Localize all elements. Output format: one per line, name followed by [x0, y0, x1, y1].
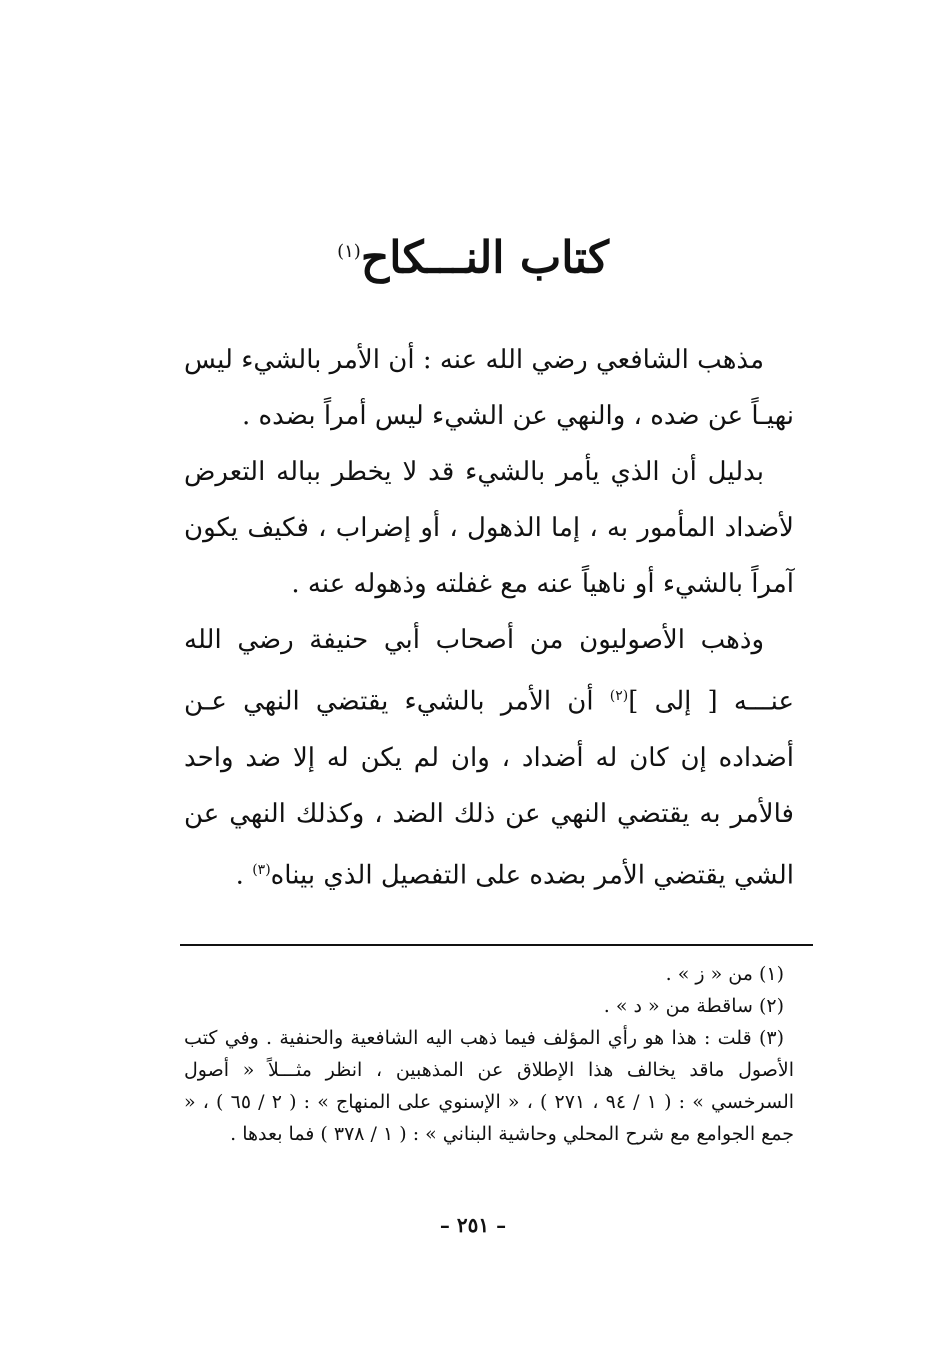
paragraph-3-part-1: وذهب الأصوليون من أصحاب أبي حنيفة رضي الله عنـــه [ إلى ]: [184, 625, 794, 717]
chapter-title: [0, 222, 946, 289]
paragraph-2: بدليل أن الذي يأمر بالشيء قد لا يخطر بباله التعرض لأضداد المأمور به ، إما الذهول ، أو إضراب ، فكيف يكون آمراً بالشيء أو ناهياً عنه مع غفلته وذهوله عنه .: [184, 457, 794, 599]
footnote-3: (٣) قلت : هذا هو رأي المؤلف فيما ذهب اليه الشافعية والحنفية . وفي كتب الأصول ماقد يخالف هذا الإطلاق عن المذهبين ، انظر مثـــلاً « أصول السرخسي » : ( ١ / ٩٤ ، ٢٧١ ) ، « الإسنوي على المنهاج » : ( ٢ / ٦٥ ) ، « جمع الجوامع مع شرح المحلي وحاشية البناني » : ( ١ / ٣٧٨ ) فما بعدها .: [184, 1027, 795, 1145]
footnote-2: (٢) ساقطة من « د » .: [603, 995, 784, 1017]
main-text: [184, 332, 794, 903]
page-number: – ٢٥١ –: [439, 1213, 507, 1237]
chapter-title-text: كتاب النـــكاح: [360, 232, 609, 284]
footnote-1: (١) من « ز » .: [665, 963, 784, 985]
footnote-divider: [180, 944, 813, 946]
title-footnote-ref: (١): [337, 241, 361, 262]
paragraph-1: مذهب الشافعي رضي الله عنه : أن الأمر بالشيء ليس نهيـاً عن ضده ، والنهي عن الشيء ليس أمراً بضده .: [184, 345, 794, 431]
footnote-ref-3: (٣): [252, 861, 271, 878]
paragraph-3-part-2: أن الأمر بالشيء يقتضي النهي عـن أضداده إن كان له أضداد ، وان لم يكن له إلا ضد واحد فالأمر به يقتضي النهي عن ذلك الضد ، وكذلك النهي عن الشي يقتضي الأمر بضده على التفصيل الذي بيناه: [184, 686, 794, 891]
footnote-ref-2: (٢): [609, 688, 629, 704]
footnotes: [184, 958, 794, 1150]
paragraph-3-end: .: [235, 860, 244, 891]
paragraph-3: [184, 612, 794, 903]
